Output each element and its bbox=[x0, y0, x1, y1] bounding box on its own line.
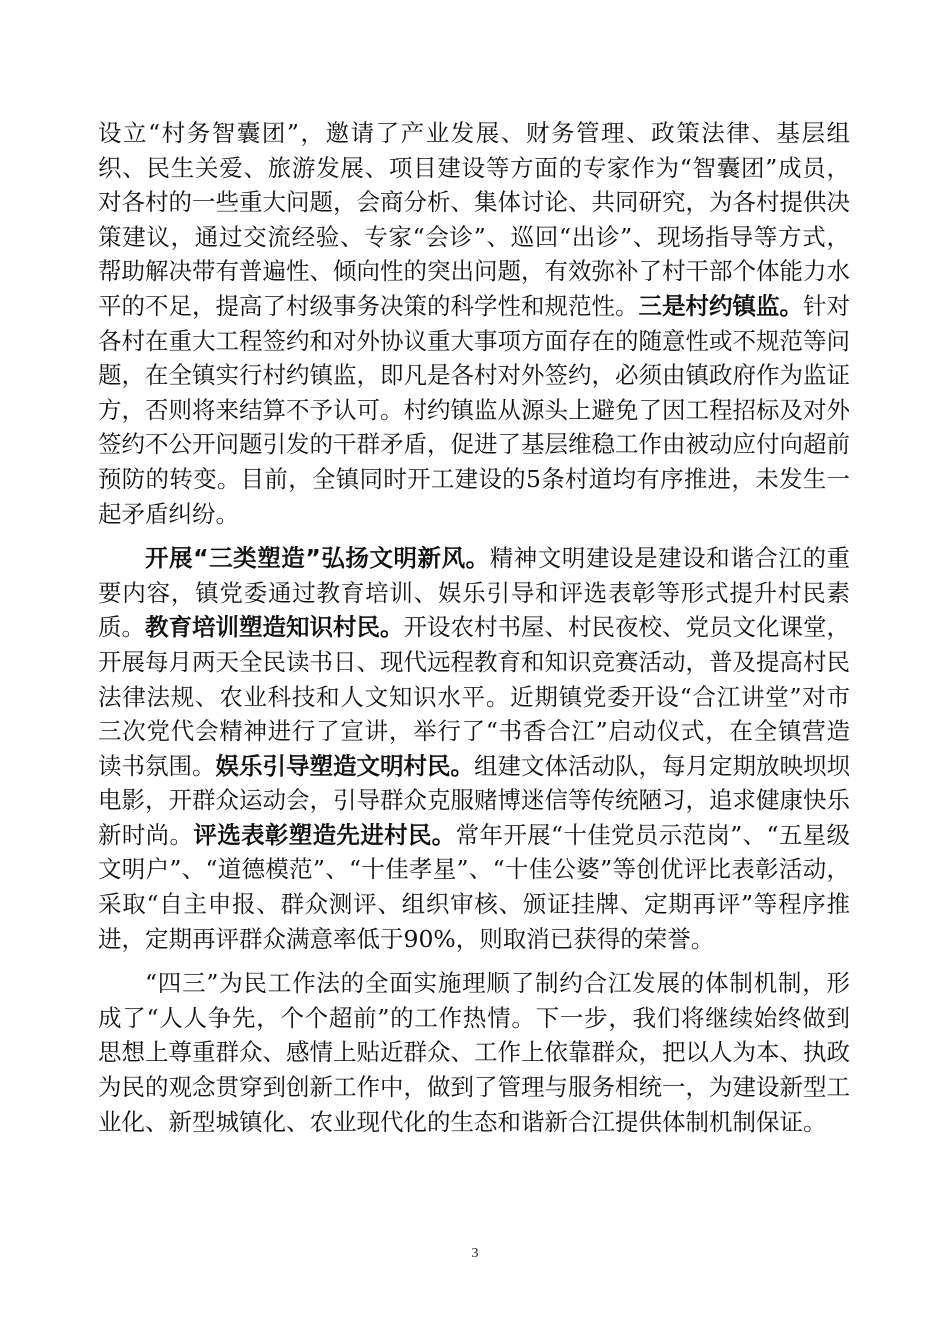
paragraph-conclusion bbox=[98, 966, 850, 1139]
paragraph-text: 开设农村书屋、村民夜校、党员文化课堂，开展每月两天全民读书日、现代远程教育和知识竞赛活动，普及提高村民法律法规、农业科技和人文知识水平。近期镇党委开设“合江讲堂”对市三次党代会精神进行了宣讲，举行了“书香合江”启动仪式，在全镇营造读书氛围。 bbox=[98, 613, 850, 780]
paragraph-text: 针对各村在重大工程签约和对外协议重大事项方面存在的随意性或不规范等问题，在全镇实行村约镇监，即凡是各村对外签约，必须由镇政府作为监证方，否则将来结算不予认可。村约镇监从源头上避免了因工程招标及对外签约不公开问题引发的干群矛盾，促进了基层维稳工作由被动应付向超前预防的转变。目前，全镇同时开工建设的5条村道均有序推进，未发生一起矛盾纠纷。 bbox=[98, 291, 850, 528]
paragraph-text: 精神文明建设是建设和谐合江的重要内容，镇党委通过教育培训、娱乐引导和评选表彰等形式提升村民素质。 bbox=[98, 544, 851, 642]
bold-heading-commendation: 评选表彰塑造先进村民。 bbox=[193, 820, 456, 849]
document-body bbox=[98, 116, 850, 1149]
paragraph-village-think-tank bbox=[98, 116, 850, 531]
paragraph-text: “四三”为民工作法的全面实施理顺了制约合江发展的体制机制，形成了“人人争先，个个超前”的工作热情。下一步，我们将继续始终做到思想上尊重群众、感情上贴近群众、工作上依靠群众，把以人为本、执政为民的观念贯穿到创新工作中，做到了管理与服务相统一，为建设新型工业化、新型城镇化、农业现代化的生态和谐新合江提供体制机制保证。 bbox=[98, 969, 850, 1136]
bold-heading-entertainment: 娱乐引导塑造文明村民。 bbox=[215, 751, 474, 780]
paragraph-text: 常年开展“十佳党员示范岗”、“五星级文明户”、“道德模范”、“十佳孝星”、“十佳公婆”等创优评比表彰活动，采取“自主申报、群众测评、组织审核、颁证挂牌、定期再评”等程序推进，定期再评群众满意率低于90%，则取消已获得的荣誉。 bbox=[98, 820, 851, 953]
paragraph-civilization bbox=[98, 541, 850, 956]
bold-heading-education: 教育培训塑造知识村民。 bbox=[145, 613, 404, 642]
paragraph-text: 设立“村务智囊团”，邀请了产业发展、财务管理、政策法律、基层组织、民生关爱、旅游发展、项目建设等方面的专家作为“智囊团”成员，对各村的一些重大问题，会商分析、集体讨论、共同研究，为各村提供决策建议，通过交流经验、专家“会诊”、巡回“出诊”、现场指导等方式，帮助解决带有普遍性、倾向性的突出问题，有效弥补了村干部个体能力水平的不足，提高了村级事务决策的科学性和规范性。 bbox=[98, 119, 850, 320]
page-number: 3 bbox=[471, 1246, 479, 1261]
paragraph-text: 组建文体活动队，每月定期放映坝坝电影，开群众运动会，引导群众克服赌博迷信等传统陋习，追求健康快乐新时尚。 bbox=[98, 751, 850, 849]
bold-heading-three-shaping: 开展“三类塑造”弘扬文明新风。 bbox=[145, 544, 490, 573]
bold-heading-village-contract: 三是村约镇监。 bbox=[638, 291, 803, 320]
